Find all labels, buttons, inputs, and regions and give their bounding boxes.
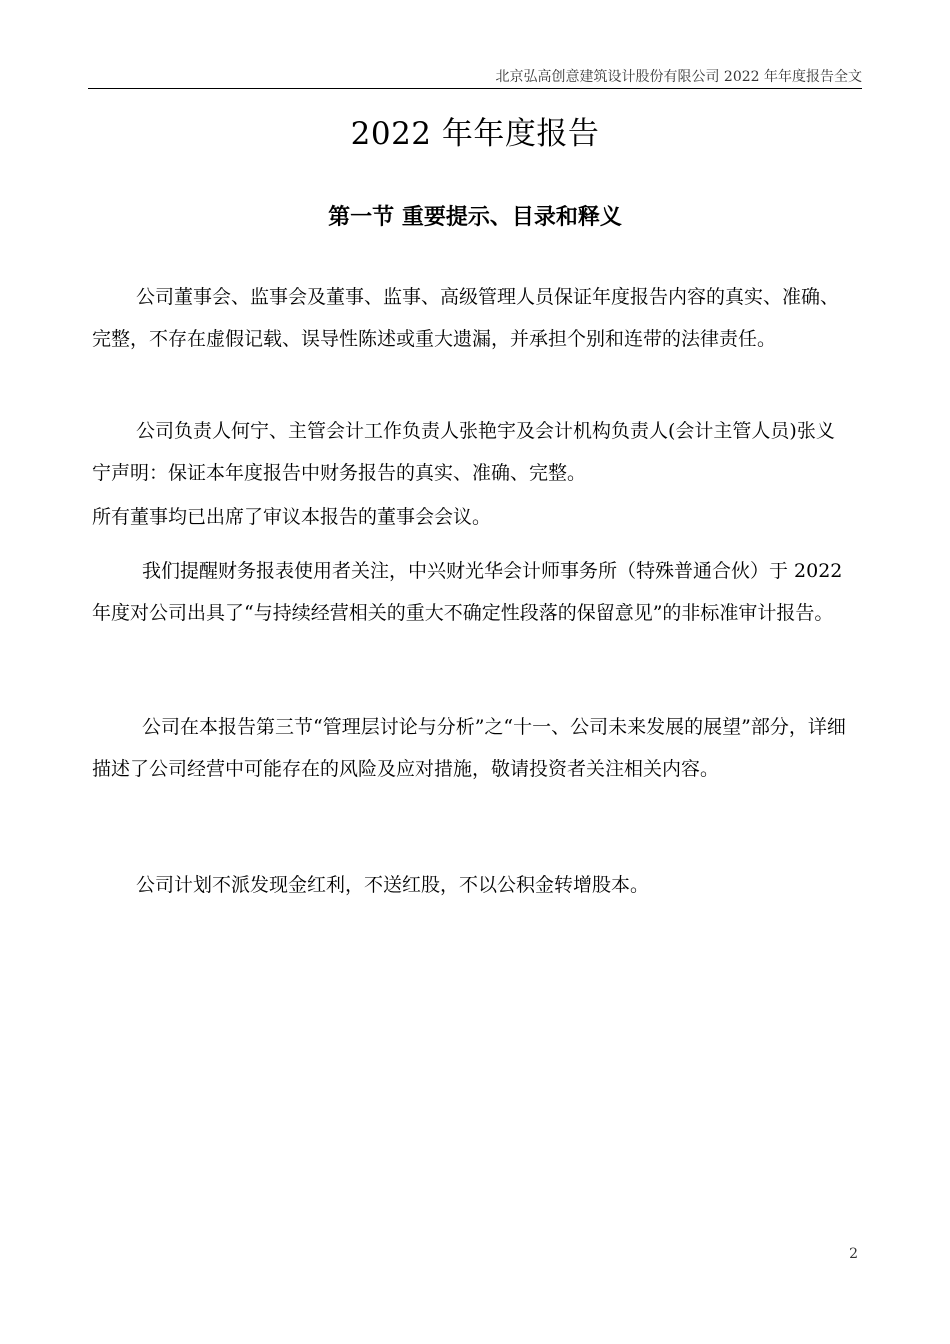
paragraph-risk-notice: 公司在本报告第三节“管理层讨论与分析”之“十一、公司未来发展的展望”部分，详细描述了公司经营中可能存在的风险及应对措施，敬请投资者关注相关内容。 [92,716,846,780]
paragraph-board-guarantee: 公司董事会、监事会及董事、监事、高级管理人员保证年度报告内容的真实、准确、完整，不存在虚假记载、误导性陈述或重大遗漏，并承担个别和连带的法律责任。 [92,286,840,350]
paragraph-dividend-plan: 公司计划不派发现金红利，不送红股，不以公积金转增股本。 [136,874,650,896]
paragraph-audit-opinion: 我们提醒财务报表使用者关注，中兴财光华会计师事务所（特殊普通合伙）于 2022 年度对公司出具了“与持续经营相关的重大不确定性段落的保留意见”的非标准审计报告。 [92,560,843,624]
section-title: 第一节 重要提示、目录和释义 [328,205,622,230]
page-number: 2 [849,1246,858,1262]
document-title: 2022 年年度报告 [350,116,600,152]
paragraph-directors-attendance: 所有董事均已出席了审议本报告的董事会会议。 [92,506,492,528]
running-header: 北京弘高创意建筑设计股份有限公司 2022 年年度报告全文 [495,69,862,85]
header-divider [88,88,862,89]
paragraph-responsible-persons: 公司负责人何宁、主管会计工作负责人张艳宇及会计机构负责人(会计主管人员)张义宁声明：保证本年度报告中财务报告的真实、准确、完整。 [92,420,835,484]
